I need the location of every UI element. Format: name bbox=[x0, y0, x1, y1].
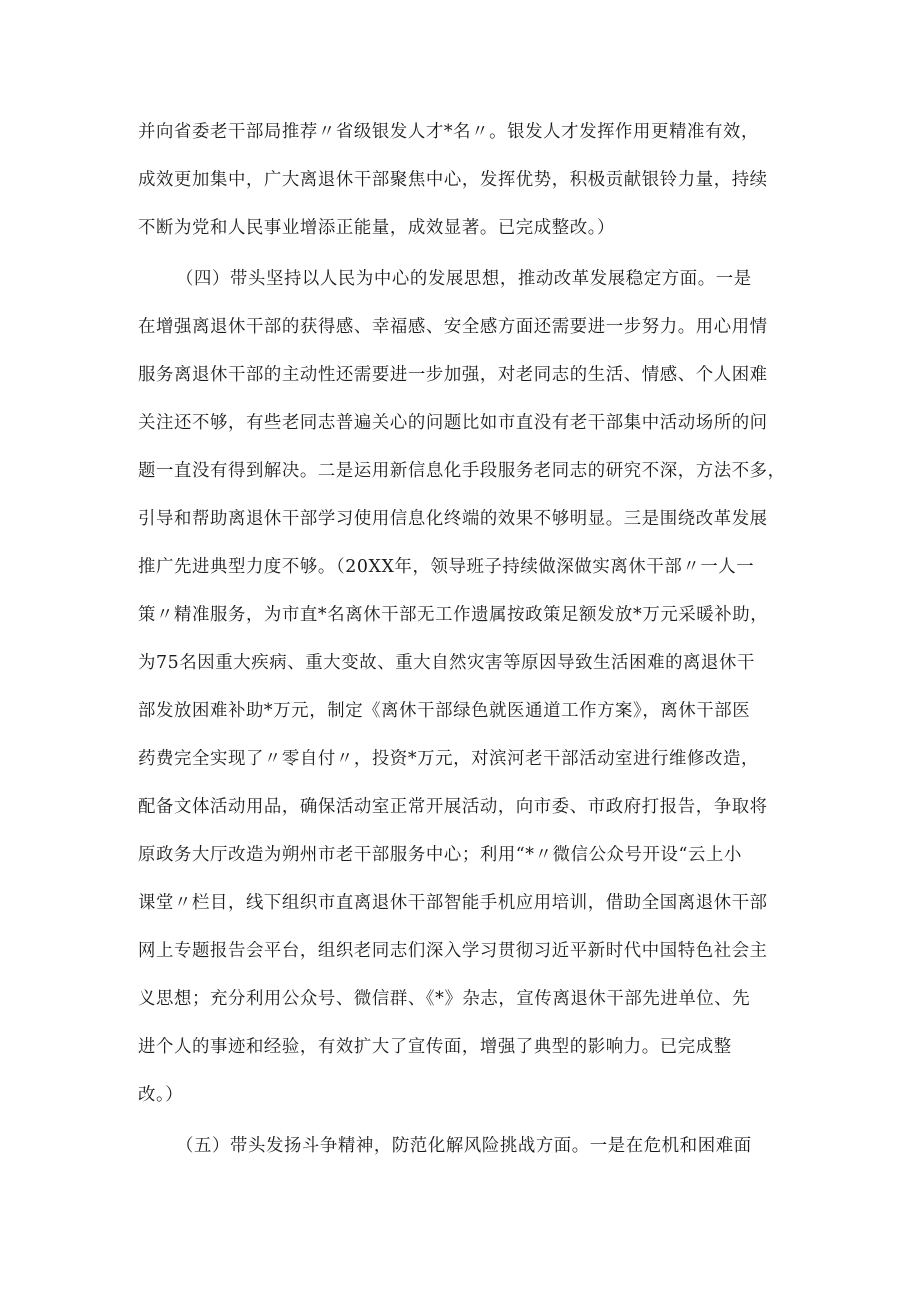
paragraph-line: 在增强离退休干部的获得感、幸福感、安全感方面还需要进一步努力。用心用情 bbox=[138, 317, 768, 337]
paragraph-line: 配备文体活动用品，确保活动室正常开展活动，向市委、市政府打报告，争取将 bbox=[138, 797, 768, 817]
paragraph-line: 推广先进典型力度不够。（20XX年，领导班子持续做深做实离休干部〃一人一 bbox=[138, 557, 755, 577]
paragraph-line: 义思想；充分利用公众号、微信群、《*》杂志，宣传离退休干部先进单位、先 bbox=[138, 989, 751, 1009]
paragraph-line: 服务离退休干部的主动性还需要进一步加强，对老同志的生活、情感、个人困难 bbox=[138, 365, 768, 385]
paragraph-line: 改。） bbox=[138, 1085, 184, 1105]
paragraph-line: 进个人的事迹和经验，有效扩大了宣传面，增强了典型的影响力。已完成整 bbox=[138, 1037, 732, 1057]
paragraph-line: 原政务大厅改造为朔州市老干部服务中心；利用“*〃微信公众号开设“云上小 bbox=[138, 845, 742, 865]
paragraph-line: 关注还不够，有些老同志普遍关心的问题比如市直没有老干部集中活动场所的问 bbox=[138, 413, 768, 433]
paragraph-line: 不断为党和人民事业增添正能量，成效显著。已完成整改。） bbox=[138, 218, 616, 238]
paragraph-line: 课堂〃栏目，线下组织市直离退休干部智能手机应用培训，借助全国离退休干部 bbox=[138, 893, 768, 913]
paragraph-line: 题一直没有得到解决。二是运用新信息化手段服务老同志的研究不深，方法不多， bbox=[138, 461, 786, 481]
paragraph-line: 网上专题报告会平台，组织老同志们深入学习贯彻习近平新时代中国特色社会主 bbox=[138, 941, 768, 961]
paragraph-line: 药费完全实现了〃零自付〃，投资*万元，对滨河老干部活动室进行维修改造， bbox=[138, 749, 759, 769]
section-heading-line: （四）带头坚持以人民为中心的发展思想，推动改革发展稳定方面。一是 bbox=[176, 269, 752, 289]
paragraph-line: 并向省委老干部局推荐〃省级银发人才*名〃。银发人才发挥作用更精准有效， bbox=[138, 122, 759, 142]
section-heading-line: （五）带头发扬斗争精神，防范化解风险挑战方面。一是在危机和困难面 bbox=[176, 1136, 752, 1156]
paragraph-line: 成效更加集中，广大离退休干部聚焦中心，发挥优势，积极贡献银铃力量，持续 bbox=[138, 170, 768, 190]
paragraph-line: 策〃精准服务，为市直*名离休干部无工作遗属按政策足额发放*万元采暖补助， bbox=[138, 605, 769, 625]
paragraph-line: 引导和帮助离退休干部学习使用信息化终端的效果不够明显。三是围绕改革发展 bbox=[138, 509, 768, 529]
paragraph-line: 为75名因重大疾病、重大变故、重大自然灾害等原因导致生活困难的离退休干 bbox=[138, 653, 756, 673]
paragraph-line: 部发放困难补助*万元，制定《离休干部绿色就医通道工作方案》，离休干部医 bbox=[138, 701, 751, 721]
